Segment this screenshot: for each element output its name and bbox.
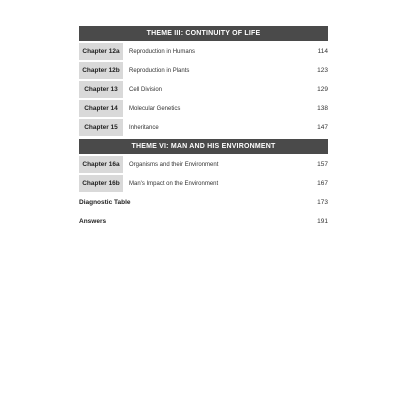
toc-row-diagnostic-table[interactable]: [79, 194, 328, 211]
chapter-number: Chapter 16b: [79, 175, 123, 192]
page-number: 173: [317, 199, 328, 206]
toc-row[interactable]: [79, 81, 328, 98]
chapter-title: Organisms and their Environment: [129, 161, 219, 168]
page-number: 167: [317, 180, 328, 187]
chapter-title: Reproduction in Humans: [129, 48, 196, 55]
toc-row[interactable]: [79, 156, 328, 173]
chapter-title: Cell Division: [129, 86, 163, 93]
page-number: 129: [317, 86, 328, 93]
chapter-number: Chapter 12b: [79, 62, 123, 79]
chapter-title: Man's Impact on the Environment: [129, 180, 219, 187]
theme-heading: THEME VI: MAN AND HIS ENVIRONMENT: [79, 139, 328, 154]
chapter-title: Reproduction in Plants: [129, 67, 190, 74]
table-of-contents: [79, 26, 328, 230]
toc-row[interactable]: [79, 100, 328, 117]
chapter-title: Molecular Genetics: [129, 105, 181, 112]
page-number: 147: [317, 124, 328, 131]
chapter-number: Chapter 12a: [79, 43, 123, 60]
theme-heading: THEME III: CONTINUITY OF LIFE: [79, 26, 328, 41]
toc-row[interactable]: [79, 62, 328, 79]
chapter-number: Chapter 15: [79, 119, 123, 136]
chapter-number: Chapter 16a: [79, 156, 123, 173]
page-number: 138: [317, 105, 328, 112]
toc-row[interactable]: [79, 175, 328, 192]
toc-row-answers[interactable]: [79, 213, 328, 230]
page-number: 157: [317, 161, 328, 168]
page-number: 123: [317, 67, 328, 74]
section-title: Answers: [79, 218, 107, 225]
chapter-number: Chapter 14: [79, 100, 123, 117]
chapter-number: Chapter 13: [79, 81, 123, 98]
chapter-title: Inheritance: [129, 124, 159, 131]
toc-row[interactable]: [79, 43, 328, 60]
section-title: Diagnostic Table: [79, 199, 131, 206]
toc-row[interactable]: [79, 119, 328, 136]
page-number: 191: [317, 218, 328, 225]
page-number: 114: [317, 48, 328, 55]
